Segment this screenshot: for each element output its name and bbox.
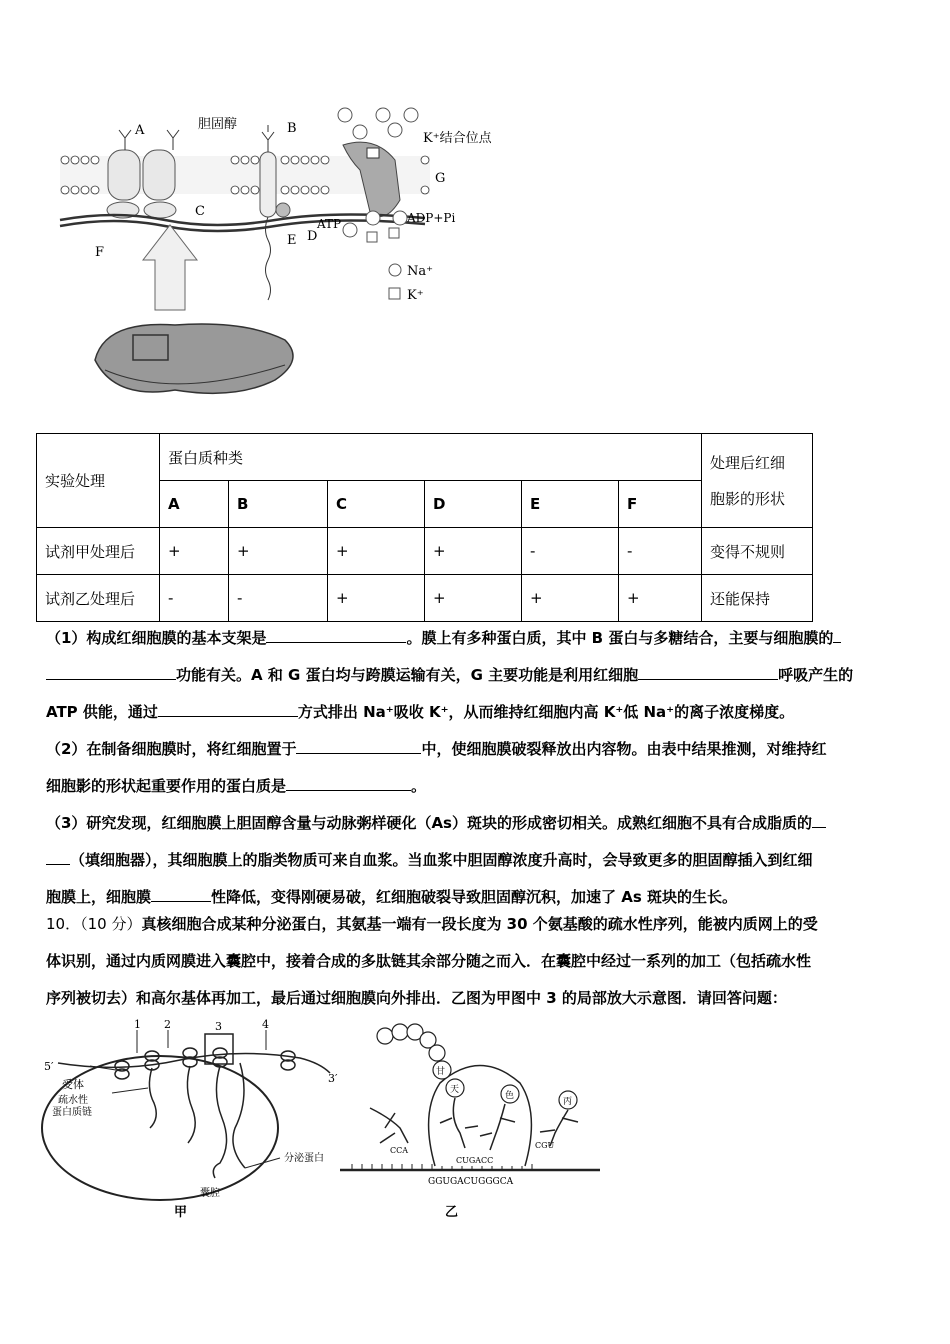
- caption-jia: 甲: [174, 1205, 188, 1218]
- figure-jia: [42, 1018, 338, 1218]
- svg-text:囊腔: 囊腔: [200, 1188, 220, 1199]
- label-k-site: K⁺结合位点: [423, 131, 492, 146]
- label-adp: ADP+Pi: [407, 211, 456, 225]
- cell: +: [229, 528, 328, 575]
- svg-text:CGU: CGU: [535, 1141, 555, 1150]
- aa-label: 天: [450, 1085, 460, 1095]
- svg-text:CUGACC: CUGACC: [456, 1156, 494, 1165]
- experiment-table: [36, 433, 813, 622]
- svg-text:5′: 5′: [44, 1060, 54, 1073]
- legend-na: Na⁺: [407, 264, 433, 279]
- cell: +: [328, 575, 425, 622]
- question-score: （10 分）: [80, 915, 142, 933]
- aa-label: 丙: [563, 1097, 573, 1107]
- cell: -: [229, 575, 328, 622]
- header-protein: 蛋白质种类: [160, 434, 702, 481]
- svg-text:分泌蛋白: 分泌蛋白: [284, 1153, 324, 1164]
- cell: +: [425, 528, 522, 575]
- protein-col: A: [160, 481, 229, 528]
- label-f: F: [95, 245, 105, 260]
- answer-blank[interactable]: [151, 884, 211, 902]
- label-atp: ATP: [317, 217, 342, 231]
- svg-text:3′: 3′: [328, 1072, 338, 1085]
- answer-blank[interactable]: [158, 699, 298, 717]
- protein-e: [266, 217, 271, 300]
- label-g: G: [435, 171, 446, 186]
- zoom-arrow: [143, 225, 197, 310]
- svg-text:4: 4: [262, 1018, 269, 1031]
- protein-col: D: [425, 481, 522, 528]
- cell: -: [522, 528, 619, 575]
- caption-yi: 乙: [445, 1205, 459, 1218]
- row-treatment: 试剂甲处理后: [37, 528, 160, 575]
- label-e: E: [287, 233, 297, 248]
- aa-label: 色: [505, 1091, 515, 1101]
- question-number: 10．: [46, 915, 81, 933]
- protein-b: [260, 152, 276, 217]
- svg-text:2: 2: [164, 1018, 171, 1031]
- protein-col: B: [229, 481, 328, 528]
- protein-d: [276, 203, 290, 217]
- cell: +: [619, 575, 702, 622]
- svg-text:3: 3: [215, 1020, 222, 1033]
- mrna-sequence: GGUGACUGGGCA: [428, 1177, 514, 1187]
- protein-col: E: [522, 481, 619, 528]
- cell: +: [425, 575, 522, 622]
- cell: -: [619, 528, 702, 575]
- figure-yi: [340, 1024, 600, 1218]
- aa-label: 甘: [436, 1067, 446, 1077]
- svg-text:1: 1: [134, 1018, 141, 1031]
- answer-blank[interactable]: [46, 847, 70, 865]
- cell: -: [160, 575, 229, 622]
- header-shape: 处理后红细 胞影的形状: [702, 434, 813, 528]
- question-10: 10．（10 分）真核细胞合成某种分泌蛋白，其氨基一端有一段长度为 30 个氨基酸的疏水性序列，能被内质网上的受 体识别，通过内质网膜进入囊腔中，接着合成的多肽链其余部分随之而入．在囊腔中经过一系列的加工（包括疏水性 序列被切去）和高尔基体再加工，最后通过细胞膜向外排出．乙图为甲图中 3 的局部放大示意图．请回答问题：: [46, 915, 818, 1007]
- cell: +: [160, 528, 229, 575]
- table-row: [37, 528, 813, 575]
- svg-text:CCA: CCA: [390, 1146, 409, 1155]
- svg-text:蛋白质链: 蛋白质链: [52, 1107, 92, 1118]
- cell: +: [522, 575, 619, 622]
- legend-k: K⁺: [407, 288, 424, 303]
- answer-blank[interactable]: [638, 662, 778, 680]
- svg-text:疏水性: 疏水性: [58, 1095, 88, 1106]
- answer-blank[interactable]: [286, 773, 411, 791]
- answer-blank[interactable]: [46, 662, 176, 680]
- protein-col: F: [619, 481, 702, 528]
- header-treatment: 实验处理: [37, 434, 160, 528]
- cell: +: [328, 528, 425, 575]
- answer-blank[interactable]: [296, 736, 421, 754]
- svg-text:受体: 受体: [62, 1078, 84, 1091]
- question-9: （1）构成红细胞膜的基本支架是 。膜上有多种蛋白质，其中 B 蛋白与多糖结合，主要与细胞膜的 功能有关。A 和 G 蛋白均与跨膜运输有关，G 主要功能是利用红细胞 呼吸产生的 ATP 供能，通过 方式排出 Na⁺吸收 K⁺，从而维持红细胞内高 K⁺低 Na⁺的离子浓度梯度。 （2）在制备细胞膜时，将红细胞置于 中，使细胞膜破裂释放出内容物。由表中结果推测，对维持红 细胞影的形状起重要作用的蛋白质是 。 （3）研究发现，红细胞膜上胆固醇含量与动脉粥样硬化（As）斑块的形成密切相关。成熟红细胞不具有合成脂质的 （填细胞器），其细胞膜上的脂类物质可来自血浆。当血浆中胆固醇浓度升高时，会导致更多的胆固醇插入到红细 胞膜上，细胞膜 性降低，变得刚硬易破，红细胞破裂导致胆固醇沉积，加速了 As 斑块的生长。: [46, 620, 908, 916]
- row-shape: 还能保持: [702, 575, 813, 622]
- label-a: A: [135, 123, 145, 138]
- label-d: D: [307, 229, 318, 244]
- row-treatment: 试剂乙处理后: [37, 575, 160, 622]
- protein-col: C: [328, 481, 425, 528]
- translation-figure: [40, 1018, 610, 1218]
- membrane-figure: [55, 100, 525, 415]
- answer-blank[interactable]: [266, 625, 406, 643]
- label-b: B: [287, 121, 297, 136]
- label-cholesterol: 胆固醇: [198, 117, 238, 132]
- row-shape: 变得不规则: [702, 528, 813, 575]
- table-row: [37, 575, 813, 622]
- label-c: C: [195, 204, 205, 219]
